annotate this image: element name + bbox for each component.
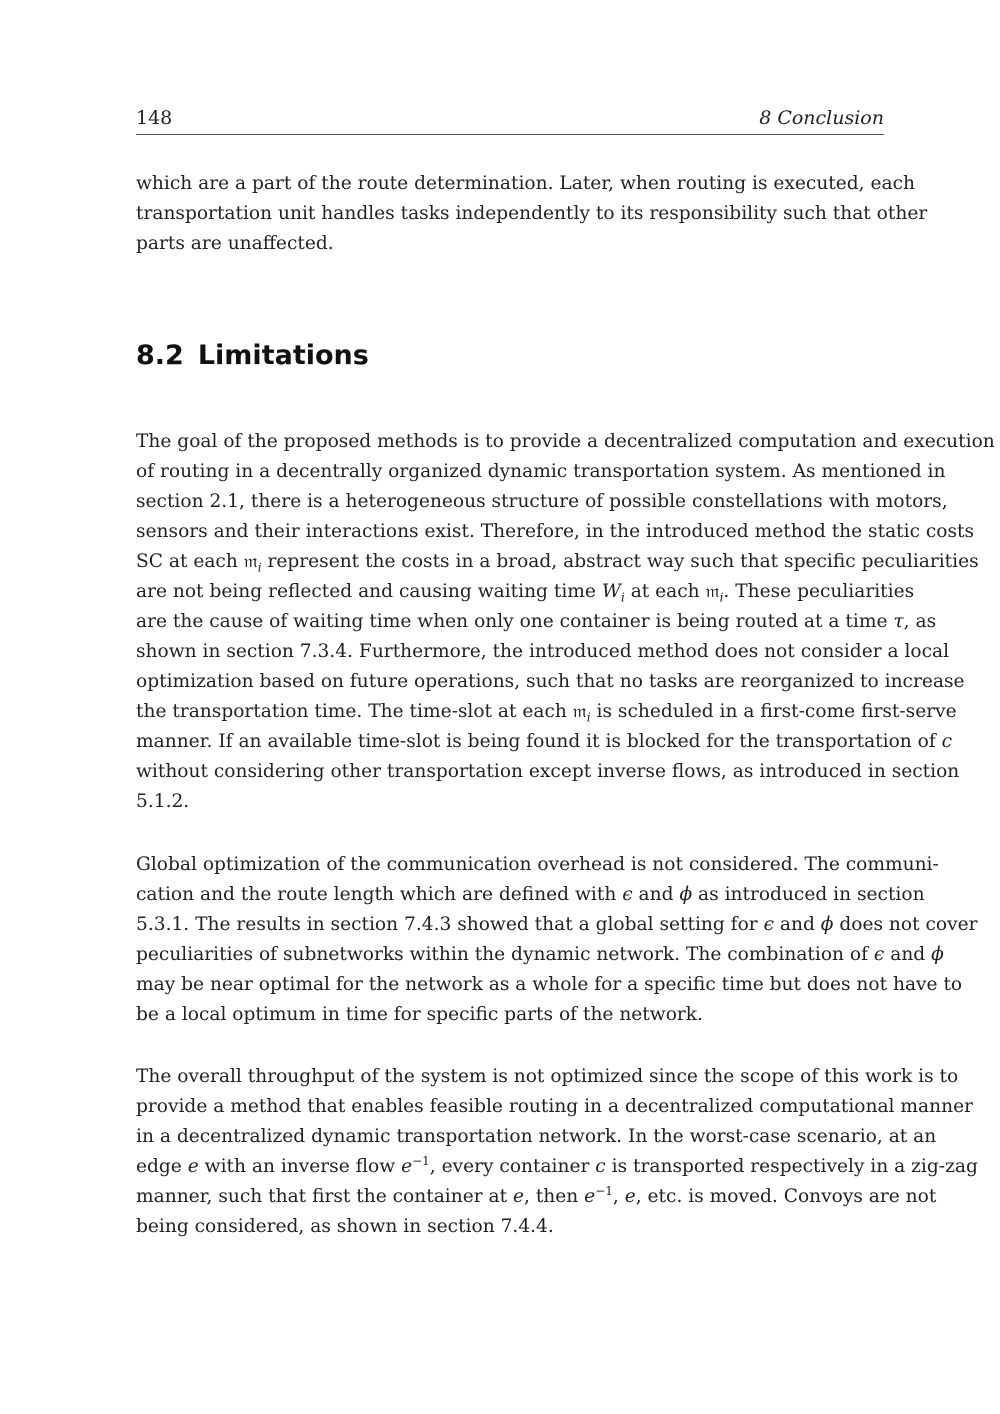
text-line: The overall throughput of the system is not optimized since the scope of this work is to bbox=[136, 1066, 959, 1087]
text-segment: is transported respectively in a zig-zag bbox=[605, 1156, 978, 1177]
intro-paragraph bbox=[136, 169, 928, 259]
math-subscript: i bbox=[257, 560, 262, 575]
text-segment: is scheduled in a first-come first-serve bbox=[590, 701, 957, 722]
text-line bbox=[136, 910, 978, 940]
text-line bbox=[136, 547, 979, 577]
math-symbol-epsilon: ϵ bbox=[622, 884, 633, 905]
text-segment: at each bbox=[624, 581, 706, 602]
math-symbol-e: e bbox=[512, 1186, 524, 1207]
text-line: Global optimization of the communication overhead is not considered. The communi- bbox=[136, 854, 939, 875]
running-header bbox=[136, 106, 884, 135]
math-symbol-tau: τ bbox=[893, 611, 904, 632]
math-symbol-e: e bbox=[624, 1186, 636, 1207]
text-segment: , etc. is moved. Convoys are not bbox=[635, 1186, 937, 1207]
section-number: 8.2 bbox=[136, 340, 184, 371]
text-segment: , every container bbox=[429, 1156, 596, 1177]
limitations-paragraph-3 bbox=[136, 1062, 978, 1242]
text-line: transportation unit handles tasks independently to its responsibility such that other bbox=[136, 203, 928, 224]
text-segment: as introduced in section bbox=[692, 884, 925, 905]
text-segment: , then bbox=[524, 1186, 585, 1207]
text-segment: . These peculiarities bbox=[723, 581, 915, 602]
text-segment: and bbox=[632, 884, 680, 905]
math-symbol-c: c bbox=[941, 731, 953, 752]
text-line bbox=[136, 1152, 978, 1182]
text-line bbox=[136, 940, 944, 970]
text-line: may be near optimal for the network as a whole for a specific time but does not have to bbox=[136, 974, 963, 995]
math-symbol-m: 𝔪 bbox=[243, 551, 258, 572]
page-number: 148 bbox=[136, 107, 173, 129]
text-line: sensors and their interactions exist. Therefore, in the introduced method the static costs bbox=[136, 521, 975, 542]
section-title: Limitations bbox=[197, 340, 369, 371]
math-superscript: −1 bbox=[412, 1153, 430, 1168]
text-segment: cation and the route length which are defined with bbox=[136, 884, 623, 905]
text-segment: does not cover bbox=[833, 914, 978, 935]
text-segment: SC at each bbox=[136, 551, 244, 572]
text-line bbox=[136, 577, 915, 607]
text-line: section 2.1, there is a heterogeneous structure of possible constellations with motors, bbox=[136, 491, 948, 512]
text-line: of routing in a decentrally organized dynamic transportation system. As mentioned in bbox=[136, 461, 946, 482]
math-symbol-phi: ϕ bbox=[820, 914, 834, 935]
text-segment: and bbox=[773, 914, 821, 935]
text-line: optimization based on future operations, such that no tasks are reorganized to increase bbox=[136, 671, 965, 692]
math-symbol-phi: ϕ bbox=[679, 884, 693, 905]
text-segment: represent the costs in a broad, abstract way such that specific peculiarities bbox=[261, 551, 979, 572]
text-line: parts are unaffected. bbox=[136, 233, 334, 254]
text-line: 5.1.2. bbox=[136, 791, 190, 812]
text-segment: are not being reflected and causing waiting time bbox=[136, 581, 602, 602]
math-symbol-e: e bbox=[401, 1156, 413, 1177]
text-segment: the transportation time. The time-slot at each bbox=[136, 701, 573, 722]
text-line bbox=[136, 697, 957, 727]
text-segment: with an inverse flow bbox=[198, 1156, 402, 1177]
math-symbol-m: 𝔪 bbox=[572, 701, 587, 722]
text-line: be a local optimum in time for specific parts of the network. bbox=[136, 1004, 703, 1025]
math-symbol-epsilon: ϵ bbox=[873, 944, 885, 965]
math-symbol-e: e bbox=[584, 1186, 596, 1207]
text-segment: manner, such that first the container at bbox=[136, 1186, 513, 1207]
math-subscript: i bbox=[719, 590, 724, 605]
math-subscript: i bbox=[620, 590, 625, 605]
math-subscript: i bbox=[586, 710, 591, 725]
math-symbol-W: W bbox=[601, 581, 621, 602]
text-line: The goal of the proposed methods is to provide a decentralized computation and execution bbox=[136, 431, 995, 452]
text-line bbox=[136, 727, 953, 757]
text-segment: are the cause of waiting time when only one container is being routed at a time bbox=[136, 611, 894, 632]
limitations-paragraph-2 bbox=[136, 850, 978, 1030]
section-heading bbox=[136, 338, 369, 374]
text-segment: edge bbox=[136, 1156, 188, 1177]
text-segment: 5.3.1. The results in section 7.4.3 showed that a global setting for bbox=[136, 914, 764, 935]
text-line: which are a part of the route determination. Later, when routing is executed, each bbox=[136, 173, 915, 194]
math-superscript: −1 bbox=[595, 1183, 613, 1198]
chapter-title: 8 Conclusion bbox=[759, 107, 884, 129]
text-line: in a decentralized dynamic transportation network. In the worst-case scenario, at an bbox=[136, 1126, 937, 1147]
text-line bbox=[136, 607, 937, 637]
text-line: being considered, as shown in section 7.4.4. bbox=[136, 1216, 554, 1237]
text-segment: manner. If an available time-slot is being found it is blocked for the transportation of bbox=[136, 731, 942, 752]
text-line: provide a method that enables feasible routing in a decentralized computational manner bbox=[136, 1096, 973, 1117]
math-symbol-m: 𝔪 bbox=[705, 581, 720, 602]
text-segment: and bbox=[884, 944, 932, 965]
text-line bbox=[136, 1182, 937, 1212]
math-symbol-phi: ϕ bbox=[931, 944, 944, 965]
math-symbol-epsilon: ϵ bbox=[763, 914, 774, 935]
text-segment: , bbox=[612, 1186, 625, 1207]
text-line bbox=[136, 880, 925, 910]
text-segment: , as bbox=[903, 611, 937, 632]
text-segment: peculiarities of subnetworks within the dynamic network. The combination of bbox=[136, 944, 874, 965]
text-line: without considering other transportation except inverse flows, as introduced in section bbox=[136, 761, 960, 782]
math-symbol-e: e bbox=[187, 1156, 199, 1177]
text-line: shown in section 7.3.4. Furthermore, the introduced method does not consider a local bbox=[136, 641, 950, 662]
math-symbol-c: c bbox=[595, 1156, 606, 1177]
limitations-paragraph-1 bbox=[136, 427, 995, 817]
